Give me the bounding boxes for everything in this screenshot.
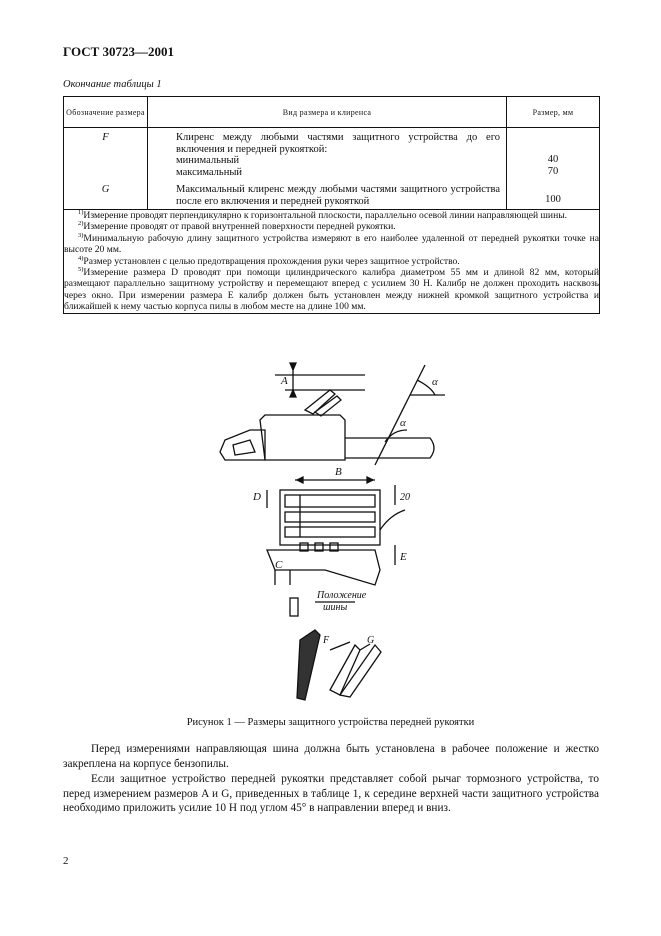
paragraph: Перед измерениями направляющая шина должна быть установлена в рабочее положение и жестко закреплена на корпусе бензопилы. — [63, 743, 599, 770]
note: $^{1)}$Измерение проводят перпендикулярно к горизонтальной плоскости, параллельно осевой линии направляющей шины. — [78, 209, 568, 221]
header-symbol: Обозначение размера — [64, 97, 148, 128]
label-e: E — [400, 551, 407, 563]
table-caption: Окончание таблицы 1 — [63, 79, 162, 90]
description-cell — [148, 128, 507, 210]
row-f-description — [148, 128, 506, 178]
figure-caption: Рисунок 1 — Размеры защитного устройства передней рукоятки — [186, 717, 475, 728]
values-cell — [507, 128, 600, 210]
symbols-cell — [64, 128, 148, 210]
label-position-2: шины — [323, 602, 348, 613]
guard-side-view — [297, 630, 381, 700]
label-d: D — [253, 491, 261, 503]
table-notes — [64, 210, 600, 314]
min-label: минимальный — [176, 155, 240, 166]
header-size: Размер, мм — [507, 97, 600, 128]
label-a: A — [281, 375, 288, 387]
label-alpha-mid: α — [400, 417, 406, 429]
max-label: максимальный — [176, 166, 242, 178]
label-f: F — [323, 635, 330, 646]
guard-front-view — [252, 466, 410, 616]
table-row — [64, 128, 600, 210]
label-position-1: Положение — [317, 590, 367, 601]
dimensions-table — [63, 96, 600, 314]
table-notes-row — [64, 210, 600, 314]
label-b: B — [335, 466, 342, 478]
document-header: ГОСТ 30723—2001 — [63, 44, 175, 59]
label-twenty: 20 — [400, 492, 410, 503]
row-g-text: Максимальный клиренс между любыми частями защитного устройства после его включения и передней рукояткой — [176, 184, 500, 207]
guard-figure — [205, 360, 445, 710]
max-value: 70 — [547, 165, 559, 177]
row-g-description — [148, 178, 506, 209]
note: $^{3)}$Минимальную рабочую длину защитного устройства измеряют в его наиболее удаленной от передней рукоятки точке на высоте 20 мм. — [64, 231, 599, 256]
note: $^{5)}$Измерение размера D проводят при помощи цилиндрического калибра диаметром 55 мм и длиной 82 мм, который размещают параллельно защитному устройству и перемещают вперед с усилием 30 Н. Калибр не должен проходить насквозь через окно. При измерении размера E калибр должен быть установлен между нижней кромкой защитного устройства и ближайшей к нему частью корпуса пилы в любом месте на длине 100 мм. — [64, 266, 599, 313]
body-text — [63, 742, 599, 817]
note: $^{2)}$Измерение проводят от правой внутренней поверхности передней рукоятки. — [78, 220, 396, 233]
min-value: 40 — [547, 154, 559, 165]
note: $^{4)}$Размер установлен с целью предотвращения прохождения руки через защитное устройство. — [78, 254, 460, 267]
label-alpha-top: α — [432, 376, 438, 388]
table-header-row — [64, 97, 600, 128]
page-number: 2 — [63, 855, 69, 867]
symbol-f: F — [102, 132, 109, 143]
symbol-g: G — [101, 184, 110, 195]
label-c: C — [275, 559, 283, 571]
row-f-text: Клиренс между любыми частями защитного устройства до его включения и передней рукояткой: — [176, 132, 500, 155]
g-value: 100 — [545, 194, 561, 205]
header-kind: Вид размера и клиренса — [148, 97, 507, 128]
label-g: G — [367, 635, 375, 646]
paragraph: Если защитное устройство передней рукоятки представляет собой рычаг тормозного устройства, то перед измерением размеров A и G, приведенных в таблице 1, к середине верхней части защитного устройства необходимо приложить усилие 10 Н под углом 45° в направлении вперед и вниз. — [63, 773, 599, 814]
saw-top-view — [220, 363, 445, 465]
